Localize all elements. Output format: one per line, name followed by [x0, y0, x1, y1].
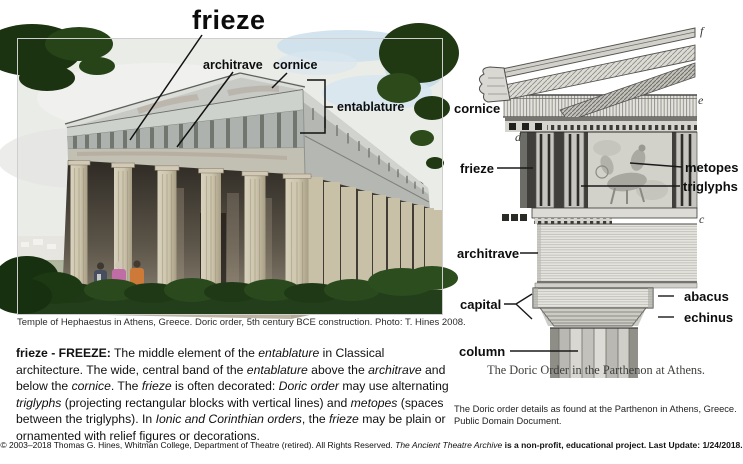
footer-copyright: © 2003–2018 Thomas G. Hines, Whitman College, Department of Theatre (retired). All Rights Reserved. The Ancient Theatre Archive is a non-profit, educational project. Last Update: 1/24/2018. — [0, 440, 743, 450]
diagram-label-architrave: architrave — [457, 246, 520, 261]
definition-text: frieze - FREEZE: The middle element of the entablature in Classical architecture. The wide, central band of the entablature above the architrave and below the cornice. The frieze is often decorated: Doric order may use alternating triglyphs (projecting rectangular blocks with vertical lines) and metopes (spaces between the triglyphs). In Ionic and Corinthian orders, the frieze may be plain or ornamented with relief figures or decorations. — [16, 346, 449, 443]
diagram-credit-line2: Public Domain Document. — [454, 416, 562, 426]
capital-bracket — [504, 294, 532, 319]
temple-photo — [17, 38, 443, 315]
photo-label-architrave: architrave — [203, 58, 263, 72]
diagram-credit-line1: The Doric order details as found at the Parthenon in Athens, Greece. — [454, 404, 737, 414]
doric-order-engraving — [452, 20, 743, 380]
diagram-label-capital: capital — [460, 297, 502, 312]
triglyph — [564, 132, 584, 208]
mutule-row — [505, 117, 697, 132]
triglyph — [536, 132, 554, 208]
diagram-label-cornice: cornice — [454, 101, 501, 116]
diagram-letter-c: c — [699, 212, 705, 226]
diagram-caption: The Doric Order in the Parthenon at Athens. — [487, 363, 705, 377]
photo-caption: Temple of Hephaestus in Athens, Greece. Doric order, 5th century BCE construction. Photo: T. Hines 2008. — [17, 317, 466, 328]
frieze-main-label: frieze — [192, 5, 266, 35]
metope-relief — [588, 132, 672, 208]
abacus — [533, 288, 653, 308]
architrave-block — [535, 224, 697, 288]
doric-order-diagram — [452, 20, 743, 430]
taenia — [502, 208, 697, 224]
echinus — [540, 308, 646, 326]
diagram-label-triglyphs: triglyphs — [683, 179, 738, 194]
diagram-label-column: column — [459, 344, 506, 359]
frieze-band — [520, 132, 697, 208]
photo-label-entablature: entablature — [337, 100, 405, 114]
diagram-letter-e: e — [698, 93, 704, 107]
diagram-label-abacus: abacus — [684, 289, 729, 304]
diagram-letter-d: d — [515, 130, 521, 144]
temple-photo-illustration — [17, 38, 443, 315]
diagram-label-metopes: metopes — [685, 160, 739, 175]
photo-label-cornice: cornice — [273, 58, 318, 72]
diagram-letter-f: f — [700, 24, 704, 38]
diagram-label-frieze: frieze — [460, 161, 494, 176]
diagram-label-echinus: echinus — [684, 310, 734, 325]
